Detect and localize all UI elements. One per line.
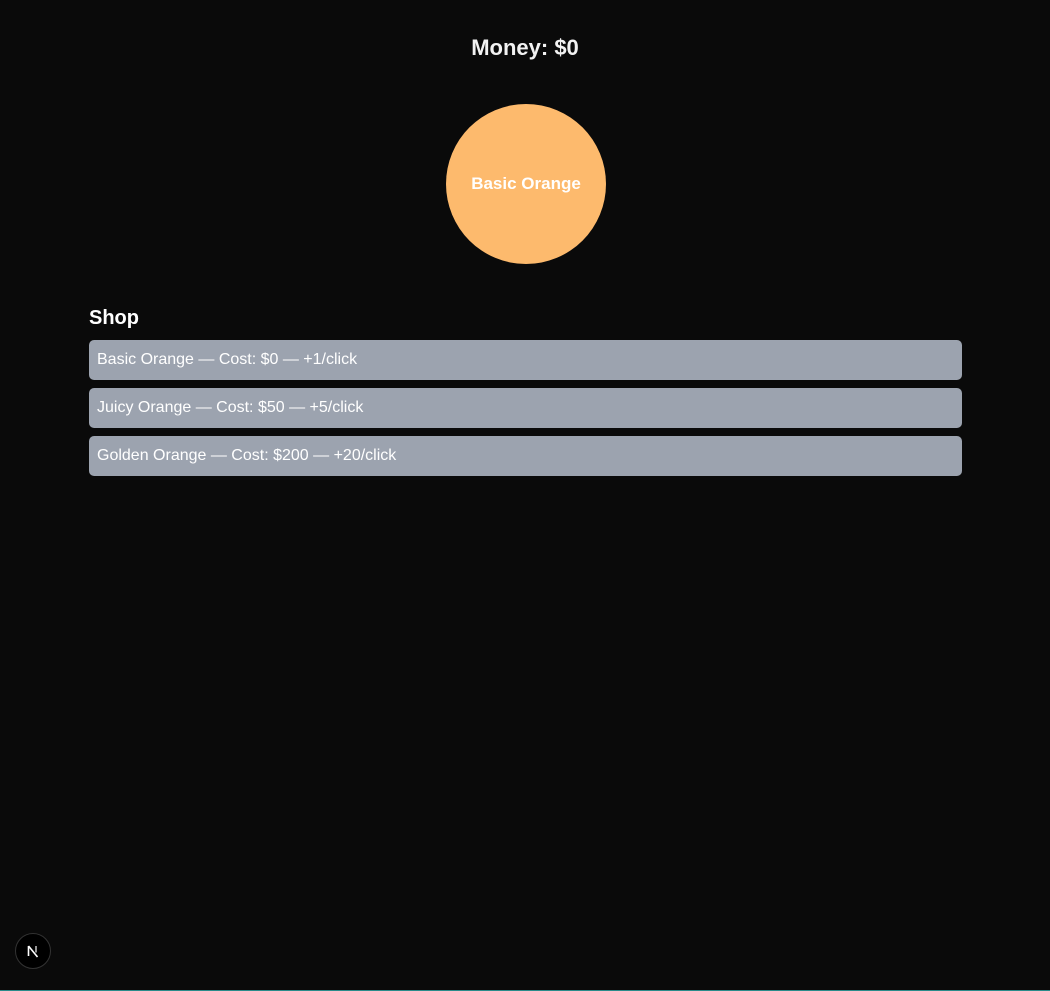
nextjs-logo-icon [25,943,41,959]
money-display: Money: $0 [471,35,579,60]
nextjs-dev-indicator-button[interactable] [15,933,51,969]
orange-click-button[interactable]: Basic Orange [446,104,606,264]
shop-item-golden-orange[interactable]: Golden Orange — Cost: $200 — +20/click [89,436,962,476]
shop-item-juicy-orange[interactable]: Juicy Orange — Cost: $50 — +5/click [89,388,962,428]
shop-list [89,340,962,484]
shop-heading: Shop [89,307,139,329]
shop-item-basic-orange[interactable]: Basic Orange — Cost: $0 — +1/click [89,340,962,380]
